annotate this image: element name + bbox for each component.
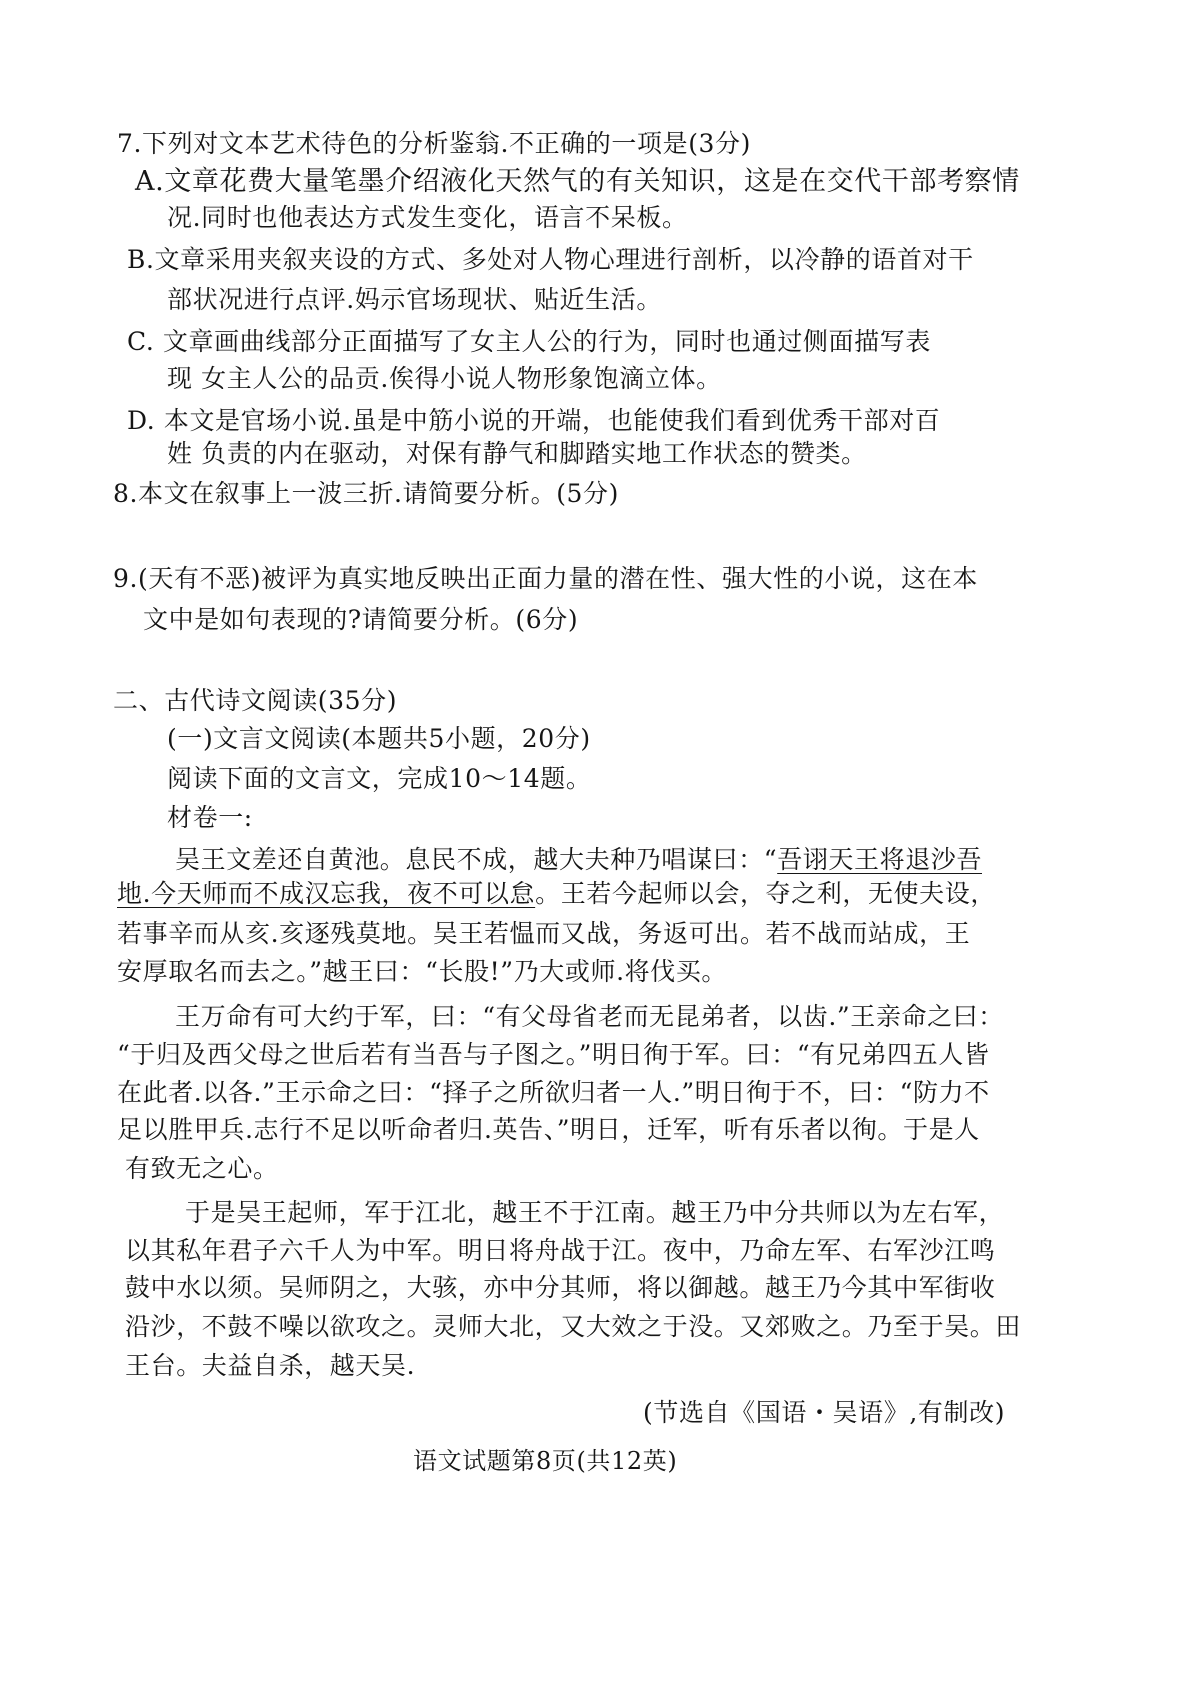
passage-line: 鼓中水以须。吴师阴之，大骇，亦中分其师，将以御越。越王乃今其中军街收: [125, 1273, 996, 1302]
question-8: 8.本文在叙事上一波三折.请简要分析。(5分): [113, 479, 620, 508]
passage-line: “于归及西父母之世后若有当吾与子图之。”明日徇于军。曰：“有兄弟四五人皆: [117, 1040, 990, 1069]
question-7-option-a: A.文章花费大量笔墨介绍液化天然气的有关知识，这是在交代干部考察情: [135, 166, 1020, 197]
passage-line: [117, 877, 996, 911]
passage-line: 安厚取名而去之。”越王曰：“长股!”乃大或师.将伐买。: [117, 957, 728, 986]
passage-line: 于是吴王起师，军于江北，越王不于江南。越王乃中分共师以为左右军，: [185, 1198, 1005, 1227]
passage-line: 以其私年君子六千人为中军。明日将舟战于江。夜中，乃命左军、右军沙江鸣: [125, 1236, 996, 1265]
underlined-passage-text: 地.今天师而不成汉忘我，夜不可以怠: [117, 879, 536, 908]
question-7-option-d-cont: 姓 负责的内在驱动，对保有静气和脚踏实地工作状态的赞类。: [167, 439, 867, 468]
passage-line: 王台。夫益自杀，越天吴.: [125, 1351, 416, 1380]
question-7-stem: 7.下列对文本艺术待色的分析鉴翁.不正确的一项是(3分): [117, 129, 752, 158]
question-7-option-c: C. 文章画曲线部分正面描写了女主人公的行为，同时也通过侧面描写表: [127, 327, 931, 356]
passage-line: [175, 843, 982, 877]
question-7-option-a-cont: 况.同时也他表达方式发生变化，语言不呆板。: [167, 203, 688, 232]
question-9-cont: 文中是如句表现的?请简要分析。(6分): [143, 605, 579, 634]
passage-line: 足以胜甲兵.志行不足以听命者归.英告、”明日，迁军，听有乐者以徇。于是人: [117, 1115, 980, 1144]
question-7-option-c-cont: 现 女主人公的品贡.俟得小说人物形象饱滴立体。: [167, 364, 722, 393]
subsection-heading: (一)文言文阅读(本题共5小题，20分): [167, 724, 591, 753]
source-citation: (节选自《国语・吴语》,有制改): [643, 1398, 1006, 1427]
passage-line: 若事辛而从亥.亥逐残莫地。吴王若愠而又战，务返可出。若不战而站成，王: [117, 919, 971, 948]
section-heading: 二、古代诗文阅读(35分): [113, 686, 398, 715]
passage-line: 沿沙，不鼓不噪以欲攻之。灵师大北，又大效之于没。又郊败之。乃至于吴。田: [125, 1312, 1022, 1341]
question-7-option-d: D. 本文是官场小说.虽是中筋小说的开端，也能使我们看到优秀干部对百: [127, 406, 941, 435]
passage-line: 有致无之心。: [125, 1154, 279, 1183]
page-footer: 语文试题第8页(共12英): [413, 1447, 678, 1475]
passage-text: 吴王文差还自黄池。息民不成，越大夫种乃唱谋曰：“: [175, 845, 778, 874]
question-9: 9.(天有不恶)被评为真实地反映出正面力量的潜在性、强大性的小说，这在本: [113, 564, 978, 593]
question-7-option-b: B.文章采用夹叙夹设的方式、多处对人物心理进行剖析，以冷静的语首对干: [127, 245, 974, 274]
passage-line: 在此者.以各.”王示命之曰：“择子之所欲归者一人.”明日徇于不，曰：“防力不: [117, 1078, 990, 1107]
material-label: 材卷一:: [167, 803, 253, 832]
underlined-passage-text: 吾诩天王将退沙吾: [777, 845, 982, 874]
passage-text: 。王若今起师以会，夺之利，无使夫设，: [535, 879, 996, 908]
reading-instruction: 阅读下面的文言文，完成10～14题。: [167, 764, 592, 793]
question-7-option-b-cont: 部状况进行点评.妈示官场现状、贴近生活。: [167, 285, 662, 314]
passage-line: 王万命有可大约于军，曰：“有父母省老而无昆弟者，以齿.”王亲命之曰：: [175, 1002, 1004, 1031]
